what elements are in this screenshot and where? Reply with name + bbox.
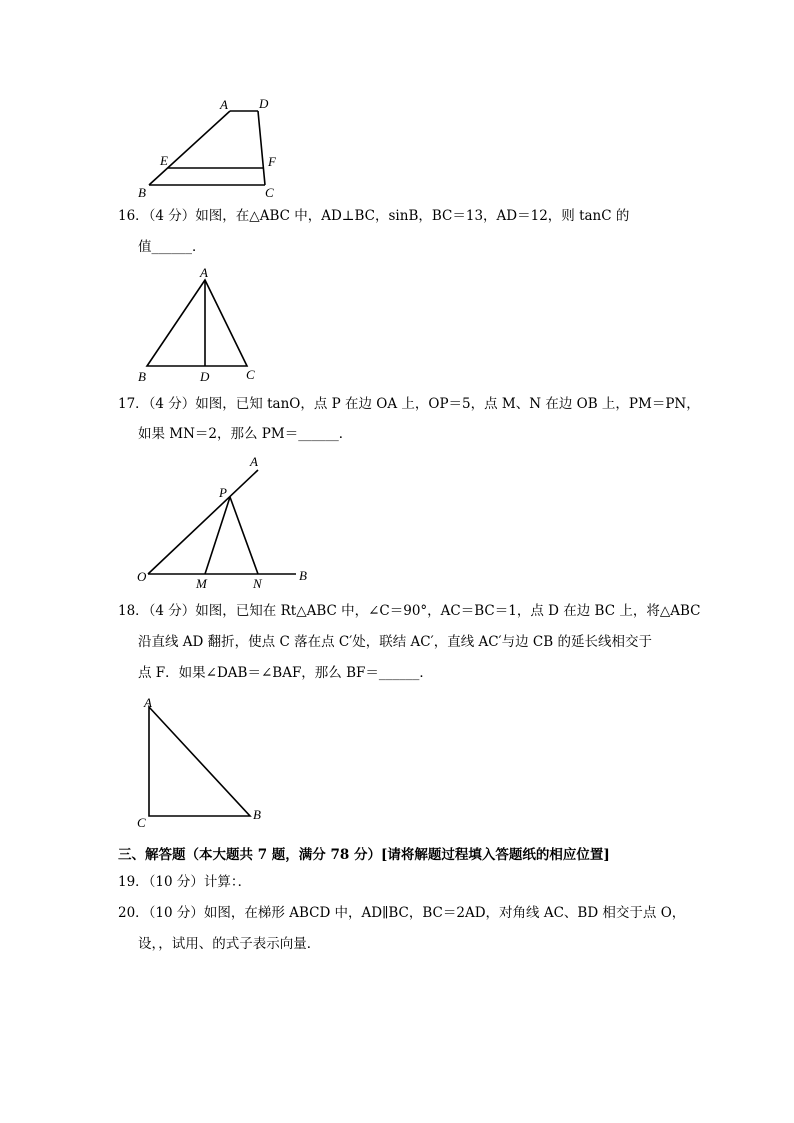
question-18-line2: 沿直线 AD 翻折，使点 C 落在点 C′处，联结 AC′，直线 AC′与边 CB 的延长线相交于 [138, 634, 652, 650]
label-c: C [265, 185, 274, 200]
label-d: D [200, 369, 210, 384]
label-f: F [268, 154, 276, 169]
question-16-line1: 16．（4 分）如图，在△ABC 中，AD⊥BC，sinB，BC＝13，AD＝12，则 tanC 的 [118, 208, 630, 224]
label-e: E [160, 153, 168, 168]
label-d: D [259, 96, 269, 111]
label-b: B [253, 807, 261, 822]
label-b: B [299, 568, 307, 583]
label-a: A [200, 265, 208, 280]
label-b: B [138, 369, 146, 384]
ray-oa [148, 470, 258, 574]
figure-right-triangle-abc [132, 692, 272, 832]
label-o: O [137, 569, 147, 584]
triangle-abc [149, 707, 250, 816]
question-16-line2: 值______． [138, 239, 206, 255]
label-m: M [196, 576, 207, 591]
label-a: A [250, 454, 258, 469]
label-a: A [220, 97, 228, 112]
figure-angle-o-isosceles [132, 450, 322, 590]
label-a: A [144, 695, 152, 710]
question-19: 19．（10 分）计算：． [118, 874, 252, 890]
segment-ab [149, 111, 230, 185]
section-3-heading: 三、解答题（本大题共 7 题，满分 78 分）[请将解题过程填入答题纸的相应位置] [118, 847, 610, 863]
question-18-line3: 点 F．如果∠DAB＝∠BAF，那么 BF＝______． [138, 665, 433, 681]
figure-triangle-abc-altitude [134, 262, 264, 387]
question-20-line1: 20．（10 分）如图，在梯形 ABCD 中，AD∥BC，BC＝2AD，对角线 AC、BD 相交于点 O， [118, 905, 686, 921]
label-c: C [246, 367, 255, 382]
label-p: P [219, 485, 227, 500]
question-17-line1: 17．（4 分）如图，已知 tanO，点 P 在边 OA 上，OP＝5，点 M、N 在边 OB 上，PM＝PN， [118, 396, 700, 412]
triangle-abc [147, 280, 247, 366]
question-17-line2: 如果 MN＝2，那么 PM＝______． [138, 426, 353, 442]
label-b: B [138, 185, 146, 200]
question-18-line1: 18．（4 分）如图，已知在 Rt△ABC 中，∠C＝90°，AC＝BC＝1，点 D 在边 BC 上，将△ABC [118, 603, 701, 619]
question-20-line2: 设，，试用、的式子表示向量． [138, 936, 321, 952]
label-c: C [137, 815, 146, 830]
segment-dc [258, 111, 265, 185]
segment-pn [230, 497, 258, 574]
label-n: N [253, 576, 262, 591]
figure-trapezoid-abcd [130, 94, 290, 204]
